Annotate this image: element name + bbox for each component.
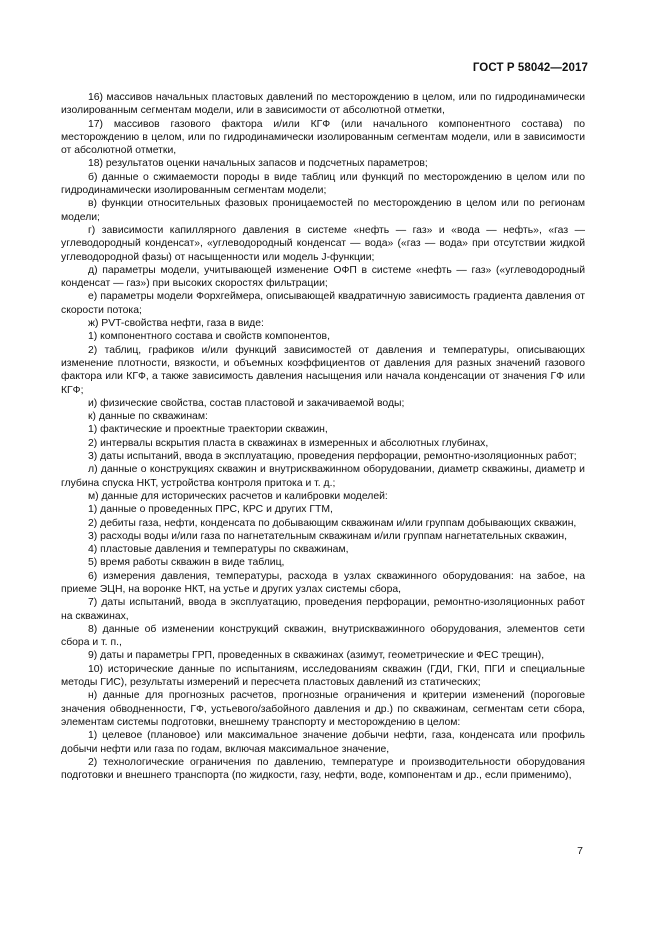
list-item: 1) фактические и проектные траектории скважин, <box>88 424 328 436</box>
list-item: и) физические свойства, состав пластовой и закачиваемой воды; <box>88 397 405 409</box>
page-number: 7 <box>577 845 583 857</box>
list-item: в) функции относительных фазовых проницаемостей по месторождению в целом или по регионам модели; <box>61 198 585 223</box>
list-item: 1) данные о проведенных ПРС, КРС и других ГТМ, <box>88 504 333 516</box>
list-item: г) зависимости капиллярного давления в системе «нефть — газ» и «вода — нефть», «газ — углеводородный конденсат», «углеводородный конденсат — вода» («газ — вода» при отсутствии жидкой углеводородной фазы) от насыщенности или модель J-функции; <box>61 224 585 263</box>
list-item: л) данные о конструкциях скважин и внутрискважинном оборудовании, диаметр скважины, диаметр и глубина спуска НКТ, устройства контроля притока и т. д.; <box>61 464 585 489</box>
list-item: 8) данные об изменении конструкций скважин, внутрискважинного оборудования, элементов сети сбора и т. п., <box>61 623 585 649</box>
list-item: 2) таблиц, графиков и/или функций зависимостей от давления и температуры, описывающих изменение плотности, вязкости, и объемных коэффициентов от давления для разных значений газового фактора или КГФ, а также зависимость давления насыщения или начала конденсации от значения ГФ или КГФ; <box>61 344 585 396</box>
list-item: 9) даты и параметры ГРП, проведенных в скважинах (азимут, геометрические и ФЕС трещин), <box>88 650 545 662</box>
list-item: 1) целевое (плановое) или максимальное значение добычи нефти, газа, конденсата или профиль добычи нефти или газа по годам, включая максимальное значение, <box>61 730 585 755</box>
list-item: д) параметры модели, учитывающей изменение ОФП в системе «нефть — газ» («углеводородный конденсат — газ») при высоких скоростях фильтрации; <box>61 264 585 290</box>
list-item: 7) даты испытаний, ввода в эксплуатацию, проведения перфорации, ремонтно-изоляционных работ на скважинах, <box>61 597 585 622</box>
list-item: к) данные по скважинам: <box>88 411 208 423</box>
list-item: 2) дебиты газа, нефти, конденсата по добывающим скважинам и/или группам добывающих скважин, <box>88 517 577 529</box>
list-item: ж) PVT-свойства нефти, газа в виде: <box>88 318 264 330</box>
list-item: н) данные для прогнозных расчетов, прогнозные ограничения и критерии изменений (пороговые значения обводненности, ГФ, устьевого/забойного давления и др.) по скважинам, сегментам сети сбора, элементам системы подготовки, внешнему транспорту и месторождению в целом: <box>61 690 585 728</box>
list-item: 5) время работы скважин в виде таблиц, <box>88 557 285 569</box>
list-item: 17) массивов газового фактора и/или КГФ (или начального компонентного состава) по месторождению в целом, или по гидродинамически изолированным сегментам модели, или в зависимости от абсолютной отметки, <box>61 118 585 157</box>
standard-designation: ГОСТ Р 58042—2017 <box>472 62 588 74</box>
list-item: м) данные для исторических расчетов и калибровки моделей: <box>88 490 388 502</box>
list-item: 1) компонентного состава и свойств компонентов, <box>88 331 330 343</box>
list-item: 2) технологические ограничения по давлению, температуре и производительности оборудования подготовки и внешнего транспорта (по жидкости, газу, нефти, воде, компонентам и др., если применимо), <box>61 756 585 782</box>
list-item: 2) интервалы вскрытия пласта в скважинах в измеренных и абсолютных глубинах, <box>88 437 489 449</box>
list-item: 16) массивов начальных пластовых давлений по месторождению в целом, или по гидродинамически изолированным сегментам модели, или в зависимости от абсолютной отметки, <box>61 92 585 117</box>
list-item: 3) расходы воды и/или газа по нагнетательным скважинам и/или группам нагнетательных скважин, <box>88 530 567 542</box>
list-item: е) параметры модели Форхгеймера, описывающей квадратичную зависимость градиента давления от скорости потока; <box>61 291 585 316</box>
list-item: 18) результатов оценки начальных запасов и подсчетных параметров; <box>88 158 428 170</box>
list-item: 10) исторические данные по испытаниям, исследованиям скважин (ГДИ, ГКИ, ПГИ и специальные методы ГИС), результаты измерений и пересчета пластовых давлений из статических; <box>61 663 585 689</box>
list-item: б) данные о сжимаемости породы в виде таблиц или функций по месторождению в целом или по гидродинамически изолированным сегментам модели; <box>61 171 585 197</box>
list-item: 3) даты испытаний, ввода в эксплуатацию, проведения перфорации, ремонтно-изоляционных работ; <box>88 451 577 463</box>
list-item: 6) измерения давления, температуры, расхода в узлах скважинного оборудования: на забое, на приеме ЭЦН, на воронке НКТ, на устье и других узлах системы сбора, <box>61 570 585 595</box>
document-body <box>61 91 585 782</box>
list-item: 4) пластовые давления и температуры по скважинам, <box>88 544 349 556</box>
